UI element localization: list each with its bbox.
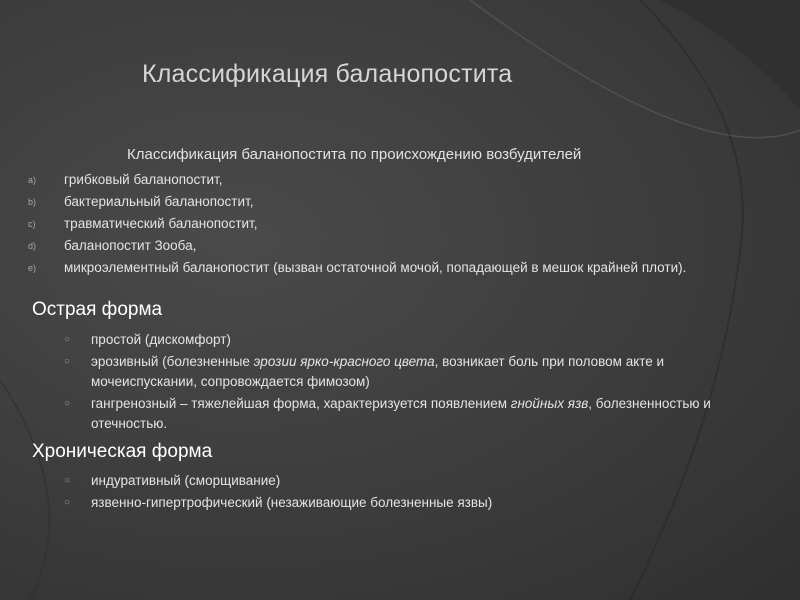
list-item-text: бактериальный баланопостит,: [64, 194, 254, 209]
list-item-text: , возникает боль при половом акте и мочеиспускании, сопровождается фимозом): [91, 354, 665, 389]
slide-title: Классификация баланопостита: [142, 60, 513, 88]
acute-form-heading: Острая форма: [32, 299, 163, 320]
list-marker: a): [28, 175, 37, 185]
circle-bullet-icon: ○: [64, 475, 71, 486]
emphasis-text: гнойных язв: [510, 396, 589, 411]
list-marker: c): [28, 219, 36, 229]
list-marker: d): [28, 241, 37, 251]
list-item: [28, 192, 748, 211]
list-item-text: грибковый баланопостит,: [64, 172, 223, 187]
list-item: [64, 330, 754, 350]
circle-bullet-icon: ○: [64, 398, 71, 409]
list-item-text: простой (дискомфорт): [91, 332, 231, 347]
list-item: [28, 236, 748, 255]
list-item-text: индуративный (сморщивание): [91, 473, 281, 488]
acute-form-list: [64, 330, 754, 436]
list-item: [64, 394, 754, 434]
circle-bullet-icon: ○: [64, 356, 71, 367]
circle-bullet-icon: ○: [64, 334, 71, 345]
list-marker: b): [28, 197, 37, 207]
list-item-text: микроэлементный баланопостит (вызван остаточной мочой, попадающей в мешок крайней плоти).: [64, 260, 687, 275]
circle-bullet-icon: ○: [64, 497, 71, 508]
list-item-text: травматический баланопостит,: [64, 216, 258, 231]
emphasis-text: эрозии ярко-красного цвета: [253, 354, 435, 369]
list-item-text: язвенно-гипертрофический (незаживающие болезненные язвы): [91, 495, 493, 510]
list-item-text: баланопостит Зооба,: [64, 238, 197, 253]
list-item-text: , болезненностью и отечностью.: [91, 396, 711, 431]
list-item: [28, 258, 748, 277]
list-item-text: эрозивный (болезненные: [91, 354, 254, 369]
list-item: [64, 471, 754, 491]
list-item-text: гангренозный – тяжелейшая форма, характеризуется появлением: [91, 396, 511, 411]
chronic-form-list: [64, 471, 754, 515]
list-item: [28, 214, 748, 233]
subtitle: Классификация баланопостита по происхождению возбудителей: [127, 146, 582, 163]
list-item: [28, 170, 748, 189]
origin-list: [28, 170, 748, 280]
chronic-form-heading: Хроническая форма: [32, 441, 213, 462]
list-marker: e): [28, 263, 37, 273]
list-item: [64, 352, 754, 392]
list-item: [64, 493, 754, 513]
